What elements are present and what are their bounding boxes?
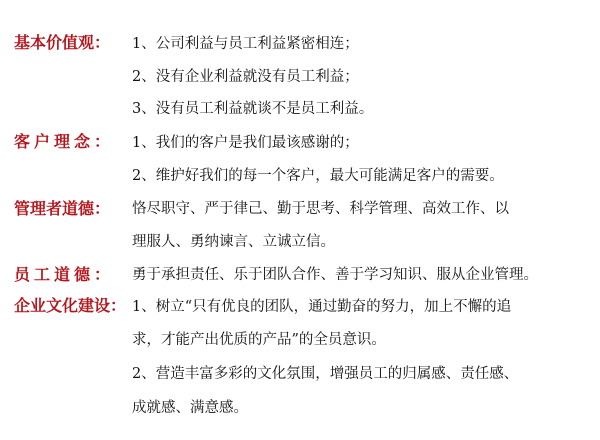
section-line: 求，才能产出优质的产品”的全员意识。 (132, 332, 386, 348)
section-line: 勇于承担责任、乐于团队合作、善于学习知识、服从企业管理。 (132, 267, 538, 283)
section-line: 2、没有企业利益就没有员工利益； (132, 69, 359, 85)
section-label-customer-philosophy: 客户理念： (14, 132, 115, 151)
section-line: 理服人、勇纳谏言、立诚立信。 (132, 234, 335, 250)
section-line: 1、树立“只有优良的团队，通过勤奋的努力，加上不懈的追 (132, 299, 512, 315)
section-line: 1、我们的客户是我们最该感谢的； (132, 135, 359, 151)
section-label-manager-ethics: 管理者道德： (14, 199, 111, 218)
section-line: 2、维护好我们的每一个客户，最大可能满足客户的需要。 (132, 168, 504, 184)
section-line: 1、公司利益与员工利益紧密相连； (132, 36, 359, 52)
section-line: 成就感、满意感。 (132, 400, 248, 416)
section-label-corporate-culture: 企业文化建设： (14, 296, 127, 315)
section-line: 2、营造丰富多彩的文化氛围，增强员工的归属感、责任感、 (132, 366, 519, 382)
section-line: 恪尽职守、严于律己、勤于思考、科学管理、高效工作、以 (132, 201, 509, 217)
section-label-employee-ethics: 员工道德： (14, 265, 115, 284)
section-line: 3、没有员工利益就谈不是员工利益。 (132, 101, 374, 117)
section-label-core-values: 基本价值观： (14, 33, 111, 52)
